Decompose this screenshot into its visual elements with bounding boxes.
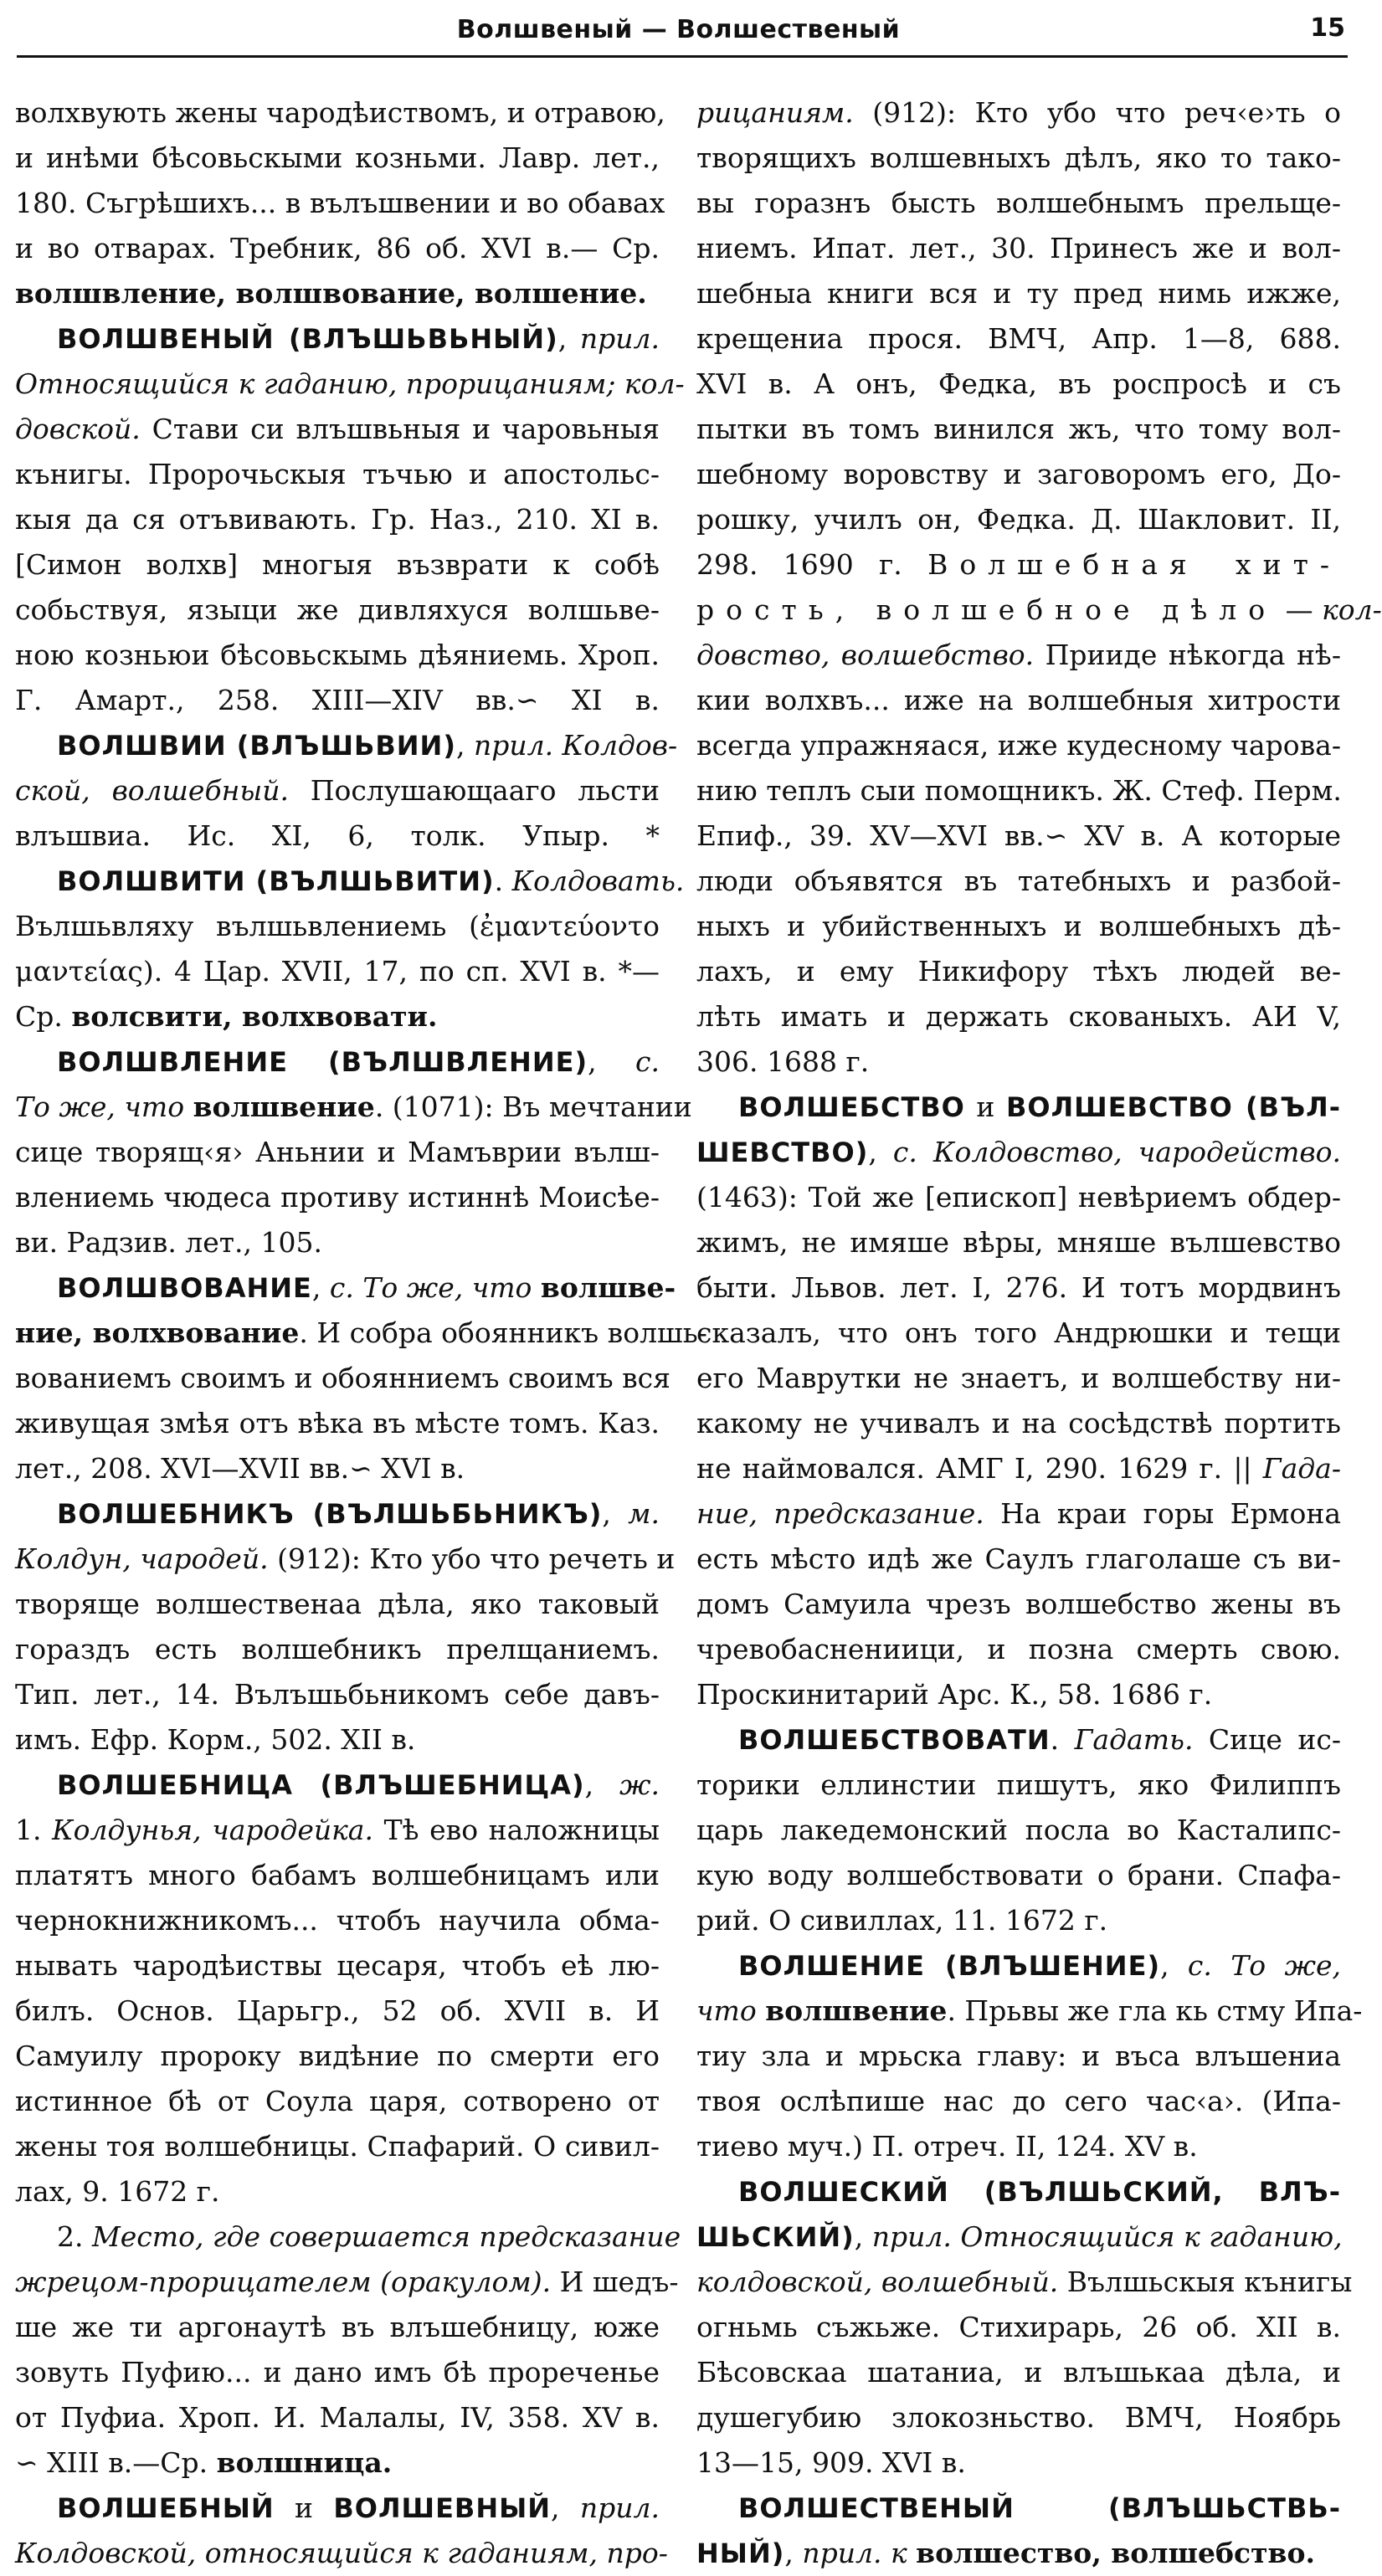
text-span: ,	[588, 1045, 636, 1078]
text-span: билъ. Основ. Царьгр., 52 об. XVII в. И	[15, 1994, 660, 2027]
text-span: творяще волшественаа дѣла, яко таковый	[15, 1588, 660, 1620]
text-span: 298. 1690 г.	[696, 548, 928, 581]
text-span: μαντείας). 4 Цар. XVII, 17, по сп. XVI в. *—	[15, 955, 660, 988]
text-span: волхвують жены чародѣиствомъ, и отравою,	[15, 96, 665, 129]
text-line	[696, 1717, 1341, 1763]
bold-text: волшве-	[540, 1271, 676, 1304]
text-line	[696, 136, 1341, 181]
text-line	[696, 859, 1341, 904]
text-span: от Пуфиа. Хроп. И. Малалы, IV, 358. XV в.	[15, 2401, 660, 2434]
text-line	[696, 2395, 1341, 2440]
text-line	[696, 362, 1341, 407]
bold-text: волшвение	[765, 1994, 948, 2027]
text-span: Тѣ ево наложницы	[372, 1814, 660, 1846]
italic-text: м.	[628, 1497, 660, 1530]
italic-text: прил.	[579, 2491, 660, 2524]
headword: ВОЛШВЕНЫЙ (ВЛЪШЬВЬНЫЙ)	[57, 323, 558, 355]
italic-text: что	[696, 1994, 757, 2027]
italic-text: жрецом-прорицателем (оракулом).	[15, 2266, 552, 2298]
text-line	[15, 904, 660, 949]
text-span: вы горазнъ бысть волшебнымъ прельще-	[696, 187, 1341, 219]
bold-text: ние, волхвование	[15, 1316, 300, 1349]
italic-text: ской, волшебный.	[15, 774, 289, 807]
text-line	[696, 1401, 1341, 1446]
text-line	[15, 588, 660, 633]
text-span: 306. 1688 г.	[696, 1045, 870, 1078]
text-span: 13—15, 909. XVI в.	[696, 2446, 966, 2479]
text-span: тиу зла и мрьска главу: и въса влъшениа	[696, 2040, 1341, 2072]
text-span: шебныа книги вся и ту пред нимь ижже,	[696, 277, 1341, 310]
text-span: люди объявятся въ татебныхъ и разбой-	[696, 865, 1341, 897]
text-span: 2.	[57, 2220, 92, 2253]
text-span: огньмь съжьже. Стихирарь, 26 об. XII в.	[696, 2311, 1341, 2343]
text-span: ,	[1160, 1949, 1188, 1982]
headword: ВОЛШЕВСТВО (ВЪЛ-	[1005, 1091, 1341, 1123]
text-line	[15, 813, 660, 859]
text-span: кънигы. Пророчьскыя тъчью и апостольс-	[15, 458, 660, 490]
text-span	[757, 1994, 766, 2027]
text-line	[696, 226, 1341, 271]
text-line	[696, 588, 1382, 633]
text-line	[15, 1356, 670, 1401]
italic-text: рицаниям.	[696, 96, 854, 129]
text-line	[696, 1039, 1341, 1085]
text-span: Вълшьвляху вълшьвлениемь (ἐμαντεύοντο	[15, 910, 660, 942]
text-line	[696, 1537, 1341, 1582]
italic-text: ж.	[619, 1768, 660, 1801]
text-span: сказалъ, что онъ того Андрюшки и тещи	[696, 1316, 1341, 1349]
running-title: Волшвеный — Волшественый	[456, 15, 901, 44]
text-line	[696, 1627, 1341, 1672]
text-span: Вълшьскыя кънигы	[1058, 2266, 1353, 2298]
text-line	[696, 452, 1341, 497]
text-line	[696, 407, 1341, 452]
text-span: .	[494, 865, 512, 897]
text-span: не наймовался. АМГ I, 290. 1629 г. ||	[696, 1452, 1263, 1485]
text-span: влъшвиа. Ис. XI, 6, толк. Упыр. *	[15, 819, 660, 852]
text-line	[15, 497, 660, 542]
text-line	[15, 1311, 707, 1356]
text-span: ,	[784, 2537, 803, 2569]
text-line	[696, 1446, 1341, 1491]
text-span: Волшебная хит-	[927, 548, 1341, 581]
italic-text: Относящийся к гаданию, прорицаниям; кол-	[15, 367, 685, 400]
text-span: Тип. лет., 14. Вълъшьбьникомъ себе давъ-	[15, 1678, 660, 1711]
text-line	[15, 226, 660, 271]
left-column	[15, 90, 707, 2576]
text-span: царь лакедемонский посла во Касталипс-	[696, 1814, 1341, 1846]
text-line	[696, 181, 1341, 226]
text-span: Епиф., 39. XV—XVI вв.∽ XV в. А которые	[696, 819, 1341, 852]
text-span: . Прьвы же гла кь стму Ипа-	[947, 1994, 1363, 2027]
text-line	[696, 1491, 1341, 1537]
text-line	[696, 1853, 1341, 1898]
text-span: живущая змѣя отъ вѣка въ мѣсте томъ. Каз.	[15, 1407, 660, 1439]
text-span: кыя да ся отъвивають. Гр. Наз., 210. XI в.	[15, 503, 660, 536]
text-line	[15, 2260, 679, 2305]
text-span	[907, 2537, 917, 2569]
text-line	[696, 2531, 1341, 2576]
bold-text: волсвити, волхвовати.	[71, 1000, 438, 1033]
text-span: тиево муч.) П. отреч. II, 124. XV в.	[696, 2130, 1198, 2163]
text-span: влениемь чюдеса противу истиннѣ Моисѣе-	[15, 1181, 660, 1214]
text-span: быти. Львов. лет. I, 276. И тотъ мордвинъ	[696, 1271, 1341, 1304]
text-line	[15, 2531, 668, 2576]
italic-text: с. То же,	[1187, 1949, 1341, 1982]
text-span: ∽ XIII в.—Ср.	[15, 2446, 217, 2479]
text-span: лах, 9. 1672 г.	[15, 2175, 220, 2208]
text-span: ше же ти аргонаутѣ въ влъшебницу, юже	[15, 2311, 660, 2343]
text-span: . И собра обоянникъ волшь-	[299, 1316, 707, 1349]
text-line	[15, 2350, 660, 2395]
italic-text: То же, что	[15, 1090, 185, 1123]
text-span: Самуилу пророку видѣние по смерти его	[15, 2040, 660, 2072]
text-line	[15, 271, 660, 316]
text-line	[15, 2034, 660, 2079]
headword: ВОЛШЕНИЕ (ВЛЪШЕНИЕ)	[738, 1950, 1161, 1982]
text-span: ,	[868, 1136, 893, 1168]
text-line	[15, 1130, 660, 1175]
text-span: вованиемъ своимъ и обоянниемъ своимъ вся	[15, 1362, 670, 1394]
text-span: домъ Самуила чрезъ волшебство жены въ	[696, 1588, 1341, 1620]
italic-text: довство, волшебство.	[696, 639, 1035, 671]
text-span: истинное бѣ от Соула царя, сотворено от	[15, 2085, 660, 2117]
headword: ВОЛШЕБНИКЪ (ВЪЛШЬБЬНИКЪ)	[57, 1498, 603, 1530]
text-line	[15, 2214, 681, 2260]
text-span: рий. О сивиллах, 11. 1672 г.	[696, 1904, 1108, 1937]
headword: НЫЙ)	[696, 2538, 785, 2569]
text-line	[15, 1537, 676, 1582]
text-span: [Симон волхв] многыя възврати к собѣ	[15, 548, 660, 581]
text-line	[15, 1582, 660, 1627]
text-span: Ср.	[15, 1000, 72, 1033]
text-span: его Маврутки не знаетъ, и волшебству ни-	[696, 1362, 1341, 1394]
headword: ВОЛШЕБСТВО	[738, 1091, 965, 1123]
text-span: (1463): Той же [епископ] невѣриемъ обдер-	[696, 1181, 1341, 1214]
text-span: зовуть Пуфию... и дано имъ бѣ прореченье	[15, 2356, 660, 2389]
text-span: ,	[854, 2220, 872, 2253]
text-span: ,	[602, 1497, 629, 1530]
italic-text: с.	[635, 1045, 660, 1078]
text-line	[15, 2169, 660, 2214]
text-span: ,	[551, 2491, 580, 2524]
text-line	[15, 362, 685, 407]
text-span: —	[1277, 593, 1323, 626]
text-line	[15, 2440, 660, 2486]
headword: ВОЛШВЛЕНИЕ (ВЪЛШВЛЕНИЕ)	[57, 1046, 588, 1078]
text-span: шебному воровству и заговоромъ его, До-	[696, 458, 1341, 490]
text-span: собьствуя, языци же дивляхуся волшьве-	[15, 593, 660, 626]
text-line	[15, 1763, 660, 1808]
headword: ВОЛШЕСКИЙ (ВЪЛШЬСКИЙ, ВЛЪ-	[738, 2176, 1341, 2208]
text-span	[532, 1271, 541, 1304]
text-span: платятъ много бабамъ волшебницамъ или	[15, 1859, 660, 1891]
text-line	[15, 2305, 660, 2350]
text-line	[15, 181, 665, 226]
italic-text: Колдовать.	[511, 865, 685, 897]
text-line	[696, 271, 1341, 316]
text-line	[15, 1175, 660, 1220]
headword: ВОЛШВИИ (ВЛЪШЬВИИ)	[57, 730, 456, 762]
italic-text: колдовской, волшебный.	[696, 2266, 1059, 2298]
text-line	[696, 1311, 1341, 1356]
headword: ВОЛШЕБНИЦА (ВЛЪШЕБНИЦА)	[57, 1769, 585, 1801]
text-span: кии волхвъ... иже на волшебныя хитрости	[696, 684, 1341, 716]
italic-text: довской.	[15, 413, 141, 445]
text-span: творящихъ волшевныхъ дѣлъ, яко то тако-	[696, 141, 1341, 174]
bold-text: волшница.	[216, 2446, 393, 2479]
text-span: 1.	[15, 1814, 53, 1846]
text-span: и	[964, 1090, 1006, 1123]
text-span: кую воду волшебствовати о брани. Спафа-	[696, 1859, 1341, 1891]
text-line	[696, 2169, 1341, 2214]
text-span: жены тоя волшебницы. Спафарий. О сивил-	[15, 2130, 660, 2163]
text-span: ною козньюи бѣсовьскымь дѣяниемь. Хроп.	[15, 639, 660, 671]
headword: ВОЛШВИТИ (ВЪЛШЬВИТИ)	[57, 865, 495, 897]
text-line	[15, 316, 660, 362]
text-line	[696, 1672, 1341, 1717]
text-line	[15, 723, 678, 768]
text-span: жимъ, не имяше вѣры, мняше вълшевство	[696, 1226, 1341, 1259]
text-span: гораздъ есть волшебникъ прелщаниемъ.	[15, 1633, 660, 1665]
text-span: Проскинитарий Арс. К., 58. 1686 г.	[696, 1678, 1213, 1711]
text-span: и во отварах. Требник, 86 об. XVI в.— Ср.	[15, 232, 660, 264]
text-span: 180. Съгрѣшихъ... в вълъшвении и во обавах	[15, 187, 665, 219]
text-line	[696, 2124, 1341, 2169]
right-column	[696, 90, 1382, 2576]
text-span: (912): Кто убо что реч‹е›ть о	[853, 96, 1341, 129]
text-line	[696, 2214, 1341, 2260]
text-span: Сице ис-	[1193, 1723, 1341, 1756]
italic-text: прил. Колдов-	[473, 729, 678, 762]
headword: ВОЛШЕБНЫЙ	[57, 2492, 275, 2524]
text-span: На краи горы Ермона	[984, 1497, 1341, 1530]
text-line	[15, 1039, 660, 1085]
text-line	[15, 1943, 660, 1988]
text-span: ,	[311, 1271, 330, 1304]
text-span	[184, 1090, 193, 1123]
text-span: . (1071): Въ мечтании	[374, 1090, 692, 1123]
headword: ВОЛШЕБСТВОВАТИ	[738, 1724, 1051, 1756]
text-line	[696, 678, 1341, 723]
text-line	[15, 90, 665, 136]
text-span: нию теплъ сыи помощникъ. Ж. Стеф. Перм.	[696, 774, 1342, 807]
text-line	[15, 1672, 660, 1717]
text-line	[696, 1175, 1341, 1220]
text-line	[15, 136, 660, 181]
text-line	[15, 994, 660, 1039]
text-line	[15, 1265, 676, 1311]
italic-text: Колдунья, чародейка.	[52, 1814, 373, 1846]
text-line	[696, 90, 1341, 136]
italic-text: Место, где совершается предсказание	[91, 2220, 681, 2253]
text-line	[15, 1085, 692, 1130]
text-line	[15, 1717, 660, 1763]
text-span: Стави си влъшвьныя и чаровьныя	[140, 413, 660, 445]
headword: ВОЛШЕСТВЕНЫЙ (ВЛЪШЬСТВЬ-	[738, 2492, 1341, 2524]
text-line	[15, 1898, 660, 1943]
text-line	[15, 1627, 660, 1672]
text-span: сице творящ‹я› Аньнии и Мамъврии вълш-	[15, 1136, 660, 1168]
text-line	[696, 2034, 1341, 2079]
text-line	[696, 633, 1341, 678]
text-span: Бѣсовскаа шатаниа, и влъшькаа дѣла, и	[696, 2356, 1341, 2389]
text-line	[15, 1220, 660, 1265]
text-span: и	[274, 2491, 334, 2524]
text-span: крещениа прося. ВМЧ, Апр. 1—8, 688.	[696, 322, 1341, 355]
text-line	[696, 497, 1341, 542]
text-span: твоя ослѣпише нас до сего час‹а›. (Ипа-	[696, 2085, 1341, 2117]
text-span: нывать чародѣиствы цесаря, чтобъ еѣ лю-	[15, 1949, 660, 1982]
text-line	[696, 2350, 1341, 2395]
text-line	[696, 1898, 1341, 1943]
text-line	[15, 1808, 660, 1853]
text-line	[15, 1853, 660, 1898]
text-line	[696, 2260, 1353, 2305]
italic-text: с. Колдовство, чародейство.	[892, 1136, 1341, 1168]
bold-text: волшвление, волшвование, волшение.	[15, 277, 647, 310]
text-span: (912): Кто убо что речеть и	[268, 1542, 676, 1575]
text-line	[696, 1130, 1341, 1175]
headword: ШЬСКИЙ)	[696, 2221, 855, 2253]
text-line	[696, 1808, 1341, 1853]
text-line	[696, 2079, 1341, 2124]
text-line	[696, 1763, 1341, 1808]
text-line	[696, 1988, 1363, 2034]
text-span: имъ. Ефр. Корм., 502. XII в.	[15, 1723, 416, 1756]
italic-text: ние, предсказание.	[696, 1497, 984, 1530]
text-line	[696, 813, 1341, 859]
text-line	[15, 633, 660, 678]
headword: ШЕВСТВО)	[696, 1137, 869, 1168]
text-line	[15, 768, 660, 813]
text-span: лѣть имать и держать скованыхъ. АИ V,	[696, 1000, 1341, 1033]
text-span: какому не учивалъ и на сосѣдствѣ портить	[696, 1407, 1341, 1439]
italic-text: Гадать.	[1074, 1723, 1194, 1756]
text-line	[15, 1446, 660, 1491]
text-line	[15, 1401, 660, 1446]
text-span: чревобаснениици, и позна смерть свою.	[696, 1633, 1341, 1665]
text-line	[696, 768, 1341, 813]
text-line	[696, 1356, 1341, 1401]
text-span: ,	[584, 1768, 619, 1801]
text-line	[696, 2440, 1341, 2486]
text-line	[696, 316, 1341, 362]
text-line	[15, 2124, 660, 2169]
italic-text: прил.	[579, 322, 660, 355]
text-span: Послушающааго льсти	[288, 774, 660, 807]
header-rule	[17, 55, 1348, 58]
text-span: ви. Радзив. лет., 105.	[15, 1226, 322, 1259]
italic-text: прил. к	[802, 2537, 907, 2569]
text-span: рошку, училъ он, Федка. Д. Шакловит. II,	[696, 503, 1341, 536]
text-line	[15, 452, 660, 497]
text-line	[15, 1988, 660, 2034]
italic-text: Колдун, чародей.	[15, 1542, 269, 1575]
text-span: ниемъ. Ипат. лет., 30. Принесъ же и вол-	[696, 232, 1341, 264]
text-span: XVI в. А онъ, Федка, въ роспросѣ и съ	[696, 367, 1341, 400]
text-span: ,	[455, 729, 474, 762]
italic-text: кол-	[1322, 593, 1382, 626]
italic-text: с. То же, что	[329, 1271, 532, 1304]
text-line	[696, 1943, 1341, 1988]
text-span: Г. Амарт., 258. XIII—XIV вв.∽ XI в.	[15, 684, 660, 716]
text-line	[696, 949, 1341, 994]
text-line	[15, 859, 685, 904]
text-line	[696, 904, 1341, 949]
text-line	[15, 2079, 660, 2124]
text-line	[696, 1582, 1341, 1627]
text-span: всегда упражняася, иже кудесному чарова-	[696, 729, 1341, 762]
bold-text: волшвение	[193, 1090, 375, 1123]
text-span: ныхъ и убийственныхъ и волшебныхъ дѣ-	[696, 910, 1341, 942]
text-span: лахъ, и ему Никифору тѣхъ людей ве-	[696, 955, 1341, 988]
text-span: Прииде нѣкогда нѣ-	[1034, 639, 1341, 671]
text-line	[696, 1265, 1341, 1311]
italic-text: Гада-	[1262, 1452, 1341, 1485]
text-line	[15, 678, 660, 723]
text-line	[15, 2395, 660, 2440]
text-line	[15, 949, 660, 994]
text-line	[696, 994, 1341, 1039]
text-line	[696, 2305, 1341, 2350]
text-line	[696, 2486, 1341, 2531]
italic-text: прил. Относящийся к гаданию,	[871, 2220, 1343, 2253]
text-span: лет., 208. XVI—XVII вв.∽ XVI в.	[15, 1452, 465, 1485]
text-line	[15, 1491, 660, 1537]
text-span: чернокнижникомъ... чтобъ научила обма-	[15, 1904, 660, 1937]
text-line	[696, 1220, 1341, 1265]
italic-text: Колдовской, относящийся к гаданиям, про-	[15, 2537, 668, 2569]
page-number: 15	[1310, 13, 1345, 43]
text-span: торики еллинстии пишутъ, яко Филиппъ	[696, 1768, 1341, 1801]
headword: ВОЛШЕВНЫЙ	[333, 2492, 552, 2524]
text-line	[15, 407, 660, 452]
text-line	[696, 723, 1341, 768]
text-span: ,	[557, 322, 580, 355]
text-span: рость, волшебное дѣло	[696, 593, 1277, 626]
text-span: и инѣми бѣсовьскыми козньми. Лавр. лет.,	[15, 141, 660, 174]
text-span: душегубию злокозньство. ВМЧ, Ноябрь	[696, 2401, 1341, 2434]
text-line	[15, 542, 660, 588]
text-span: И шедъ-	[551, 2266, 679, 2298]
page-header	[0, 0, 1357, 59]
text-span: есть мѣсто идѣ же Саулъ глаголаше съ ви-	[696, 1542, 1341, 1575]
text-line	[696, 542, 1341, 588]
headword: ВОЛШВОВАНИЕ	[57, 1272, 312, 1304]
text-line	[15, 2486, 660, 2531]
text-span: пытки въ томъ винился жъ, что тому вол-	[696, 413, 1341, 445]
text-span: .	[1050, 1723, 1075, 1756]
text-line	[696, 1085, 1341, 1130]
bold-text: волшество, волшебство.	[916, 2537, 1315, 2569]
